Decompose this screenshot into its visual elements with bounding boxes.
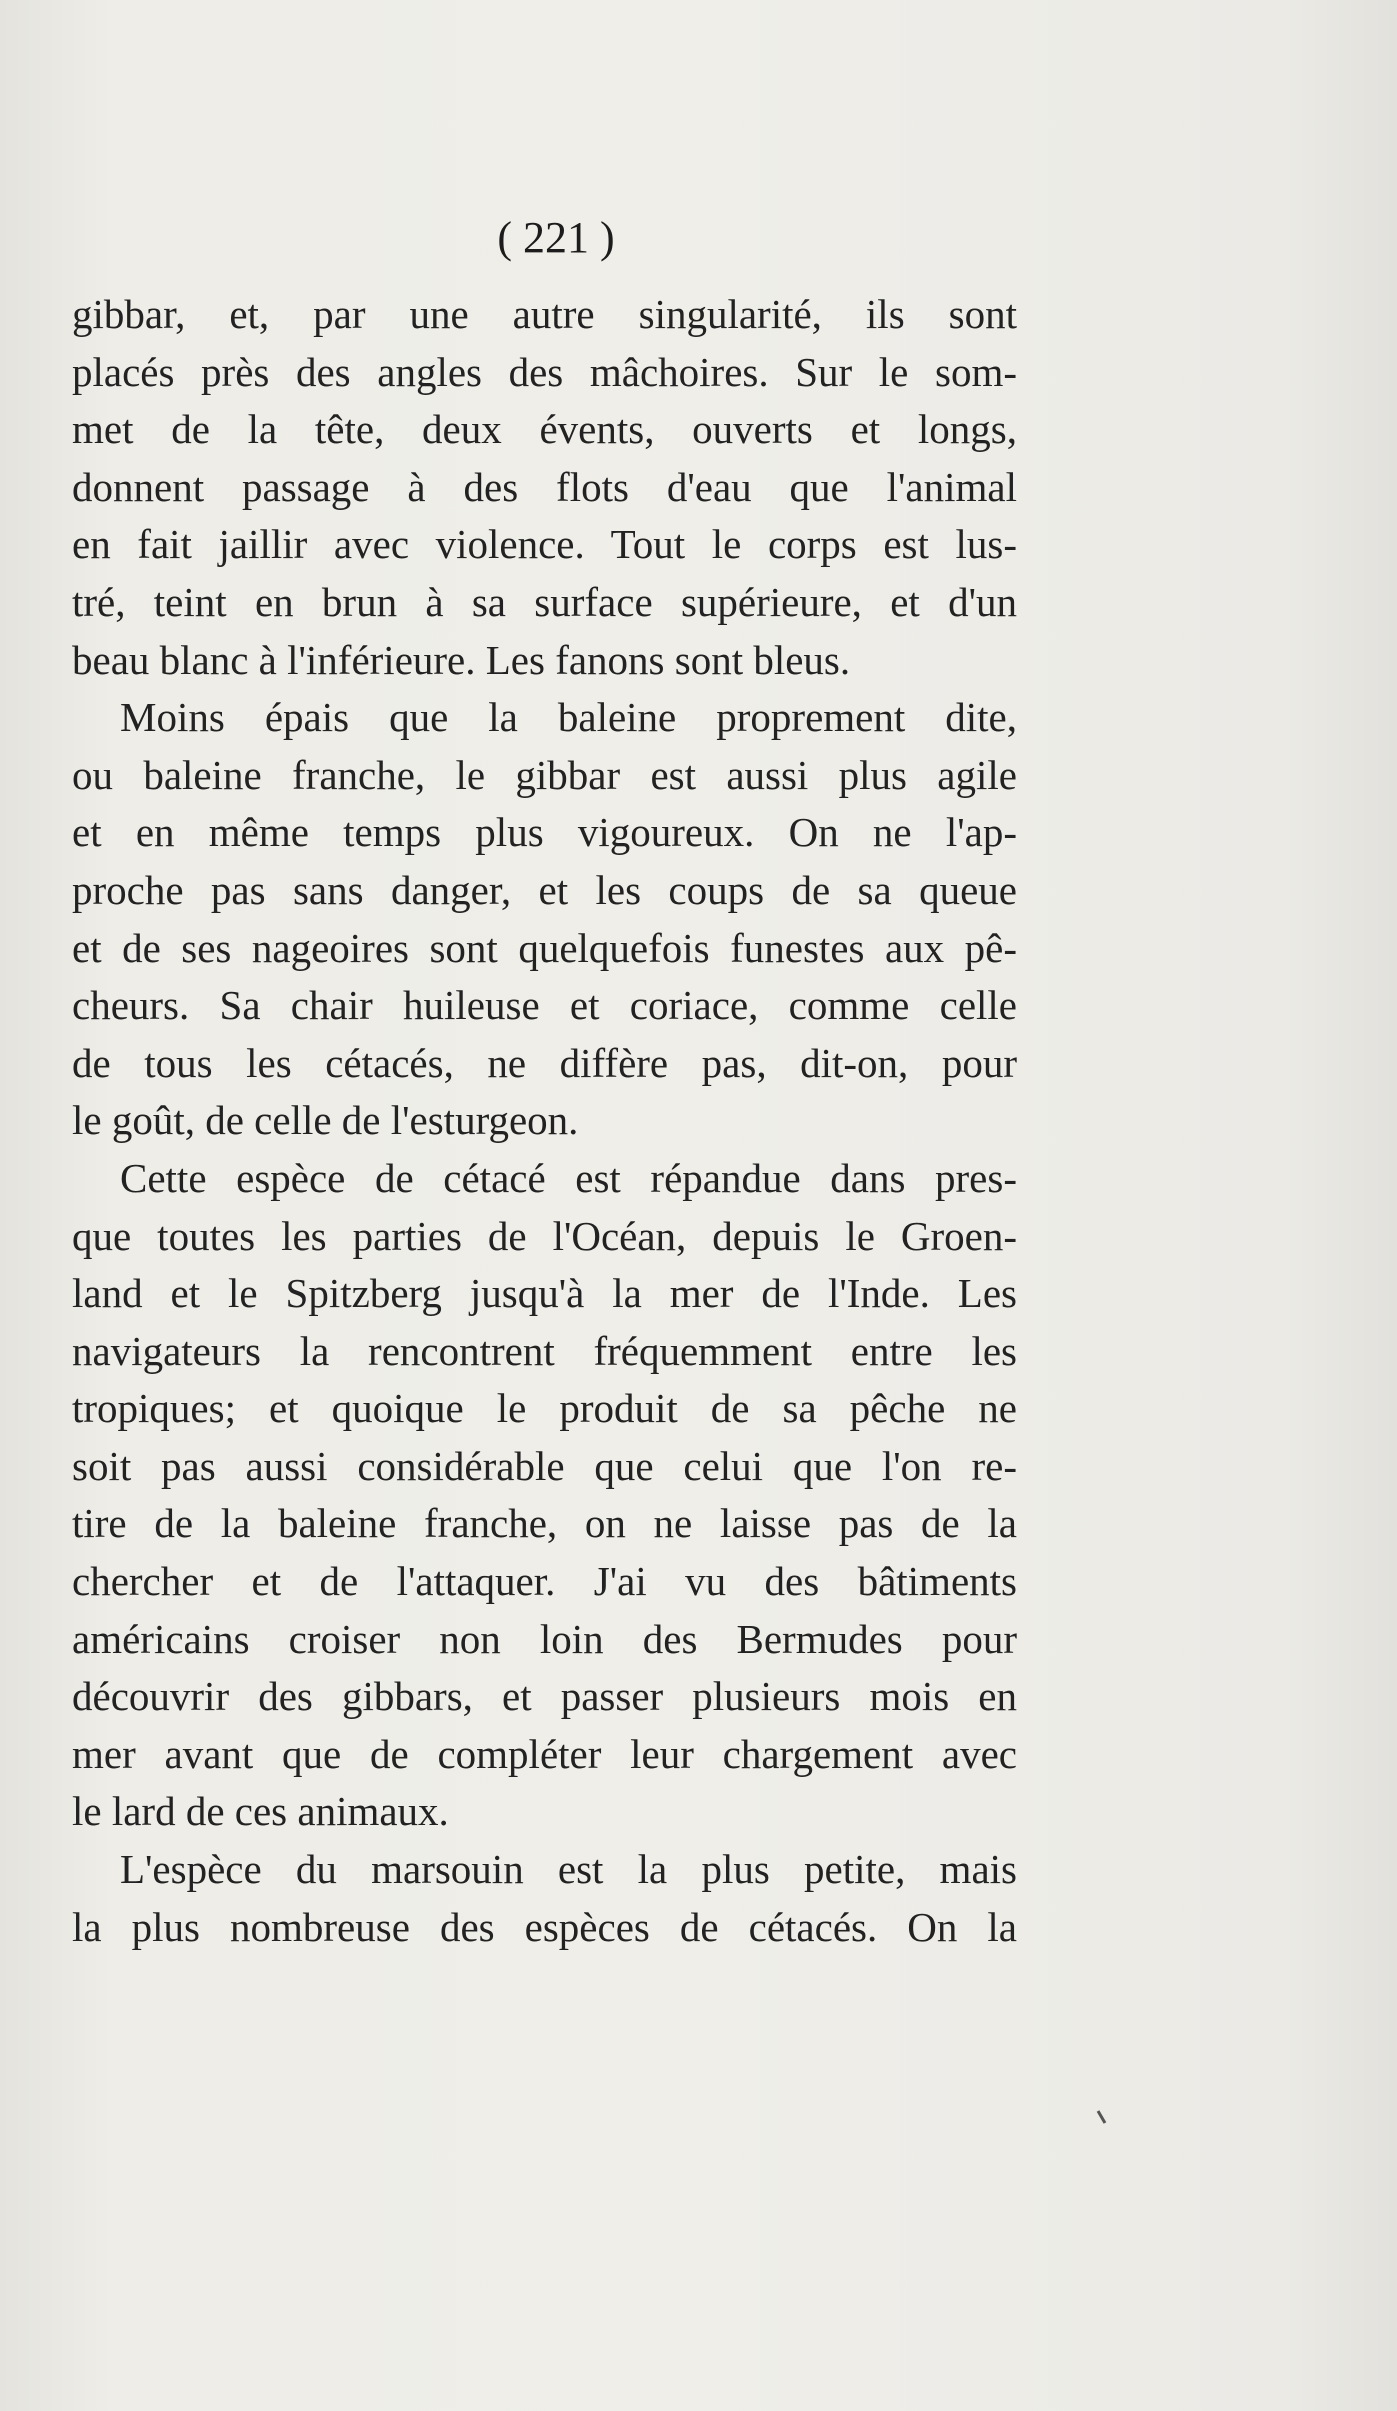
- text-line: land et le Spitzberg jusqu'à la mer de l'Inde. Les: [72, 1270, 1017, 1317]
- text-line: américains croiser non loin des Bermudes pour: [72, 1615, 1017, 1662]
- text-line: ou baleine franche, le gibbar est aussi plus agile: [72, 751, 1017, 798]
- text-line: gibbar, et, par une autre singularité, ils sont: [72, 291, 1017, 337]
- text-line: en fait jaillir avec violence. Tout le corps est lus-: [72, 521, 1017, 568]
- text-line: tré, teint en brun à sa surface supérieure, et d'un: [72, 578, 1017, 625]
- text-line: beau blanc à l'inférieure. Les fanons sont bleus.: [72, 636, 851, 683]
- text-line: donnent passage à des flots d'eau que l'animal: [72, 463, 1017, 510]
- text-line: soit pas aussi considérable que celui que l'on re-: [72, 1442, 1017, 1489]
- text-line: navigateurs la rencontrent fréquemment entre les: [72, 1327, 1017, 1374]
- text-line: cheurs. Sa chair huileuse et coriace, comme celle: [72, 982, 1017, 1029]
- text-line: le lard de ces animaux.: [72, 1788, 449, 1835]
- text-line: le goût, de celle de l'esturgeon.: [72, 1097, 579, 1144]
- page-number: ( 221 ): [497, 213, 615, 262]
- text-line: chercher et de l'attaquer. J'ai vu des bâtiments: [72, 1558, 1017, 1605]
- text-line: met de la tête, deux évents, ouverts et longs,: [72, 406, 1017, 453]
- text-line: Moins épais que la baleine proprement dite,: [120, 694, 1017, 741]
- text-line: proche pas sans danger, et les coups de sa queue: [72, 866, 1017, 913]
- text-line: la plus nombreuse des espèces de cétacés. On la: [72, 1903, 1017, 1950]
- text-line: de tous les cétacés, ne diffère pas, dit-on, pour: [72, 1039, 1017, 1086]
- text-line: et en même temps plus vigoureux. On ne l'ap-: [72, 809, 1017, 856]
- text-line: mer avant que de compléter leur chargement avec: [72, 1730, 1017, 1777]
- text-line: que toutes les parties de l'Océan, depuis le Groen-: [72, 1212, 1017, 1259]
- text-line: tropiques; et quoique le produit de sa pêche ne: [72, 1385, 1017, 1432]
- text-line: placés près des angles des mâchoires. Sur le som-: [72, 348, 1017, 395]
- text-line: Cette espèce de cétacé est répandue dans pres-: [120, 1154, 1017, 1201]
- text-line: découvrir des gibbars, et passer plusieurs mois en: [72, 1673, 1017, 1720]
- body-text: [72, 286, 1017, 1956]
- paper-speck: [1097, 2110, 1107, 2124]
- text-line: et de ses nageoires sont quelquefois funestes aux pê-: [72, 924, 1017, 971]
- text-line: tire de la baleine franche, on ne laisse pas de la: [72, 1500, 1017, 1547]
- text-line: L'espèce du marsouin est la plus petite, mais: [120, 1846, 1017, 1893]
